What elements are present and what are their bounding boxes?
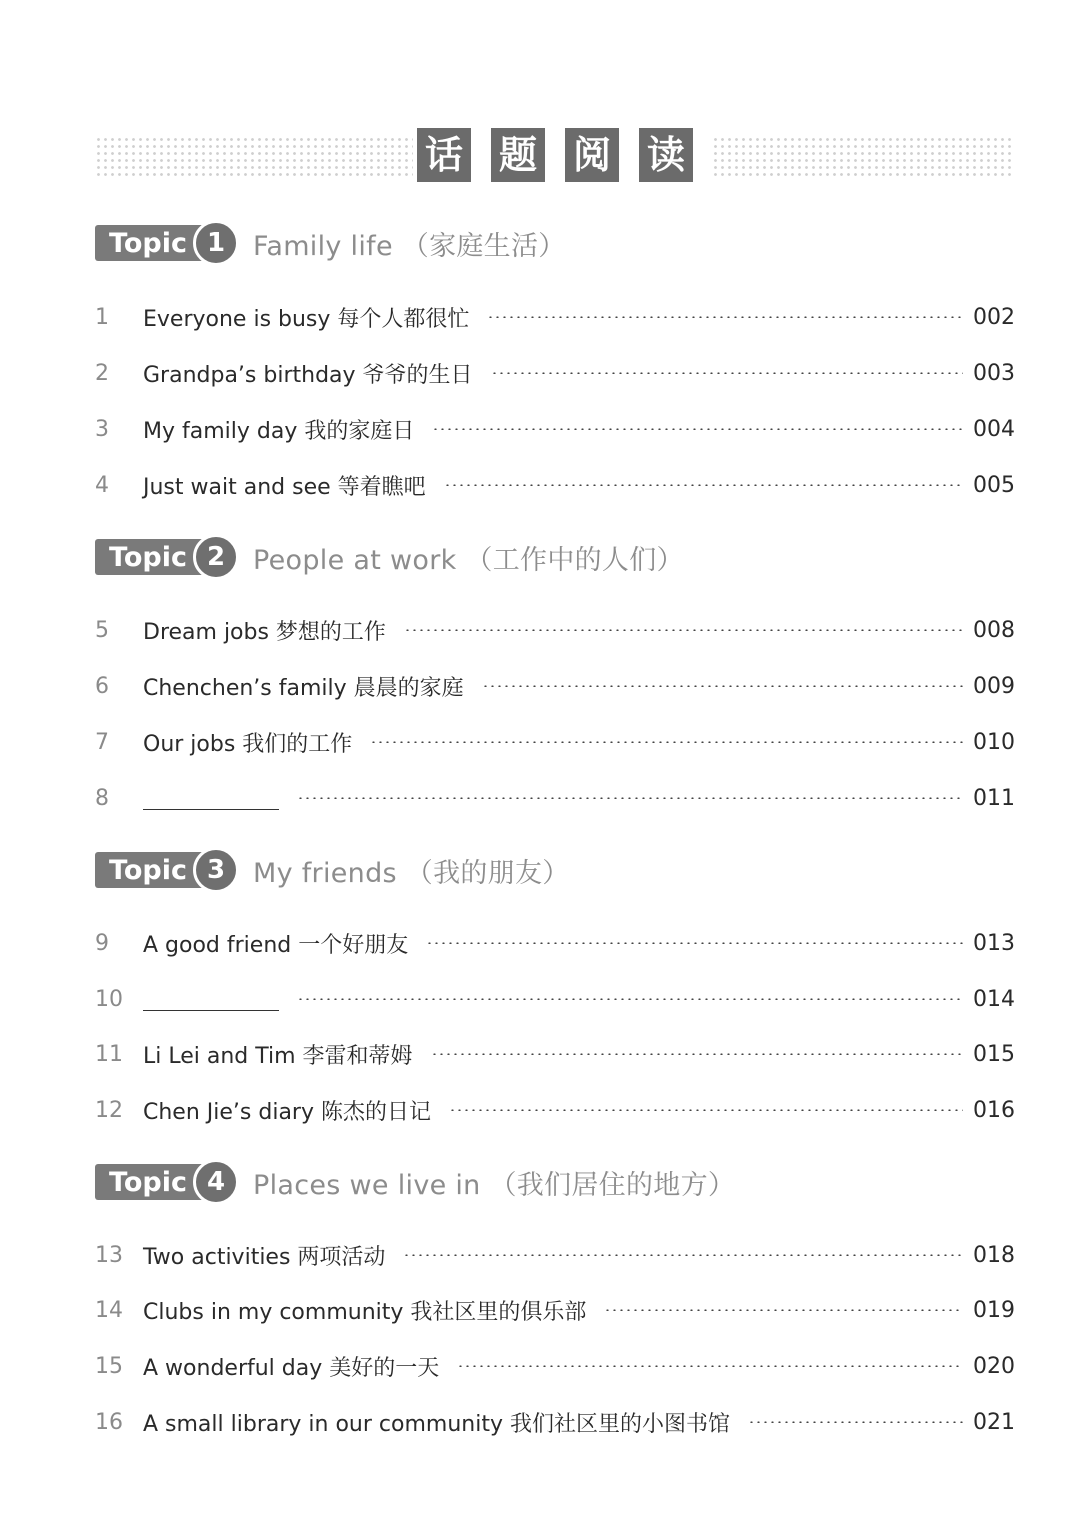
- toc-entry[interactable]: [95, 412, 1015, 446]
- page-header: [95, 128, 1015, 184]
- entry-page: 004: [973, 416, 1015, 442]
- topic-label: Topic: [95, 539, 207, 575]
- topic-header-3: [95, 845, 570, 895]
- toc-entry[interactable]: [95, 669, 1015, 703]
- entry-page: 002: [973, 304, 1015, 330]
- blank-title-line: [143, 787, 279, 810]
- blank-title-line: [143, 988, 279, 1011]
- entry-page: 020: [973, 1353, 1015, 1379]
- entry-title: A wonderful day 美好的一天: [143, 1355, 440, 1381]
- toc-entry[interactable]: [95, 1349, 1015, 1383]
- dot-leader: [297, 998, 963, 1000]
- entry-page: 013: [973, 930, 1015, 956]
- entry-number: 9: [95, 930, 109, 956]
- entry-title: Chen Jie’s diary 陈杰的日记: [143, 1099, 431, 1125]
- entry-title: Clubs in my community 我社区里的俱乐部: [143, 1299, 587, 1325]
- entry-title: Two activities 两项活动: [143, 1244, 386, 1270]
- entry-number: 10: [95, 986, 123, 1012]
- title-char: 题: [491, 128, 545, 182]
- entry-number: 1: [95, 304, 109, 330]
- toc-entry[interactable]: [95, 1293, 1015, 1327]
- entry-title: Everyone is busy 每个人都很忙: [143, 306, 470, 332]
- entry-number: 16: [95, 1409, 123, 1435]
- entry-page: 015: [973, 1041, 1015, 1067]
- topic-number: 1: [193, 220, 239, 266]
- dot-leader: [487, 316, 963, 318]
- topic-tab: [95, 1162, 241, 1202]
- dotted-band-right: [712, 136, 1015, 176]
- topic-number: 2: [193, 534, 239, 580]
- entry-number: 11: [95, 1041, 123, 1067]
- dot-leader: [370, 741, 963, 743]
- dot-leader: [444, 484, 963, 486]
- entry-title: Just wait and see 等着瞧吧: [143, 474, 426, 500]
- entry-number: 12: [95, 1097, 123, 1123]
- toc-entry[interactable]: [95, 982, 1015, 1016]
- entry-number: 13: [95, 1242, 123, 1268]
- dot-leader: [431, 1053, 963, 1055]
- topic-tab: [95, 537, 241, 577]
- entry-number: 4: [95, 472, 109, 498]
- topic-label: Topic: [95, 852, 207, 888]
- dot-leader: [491, 372, 963, 374]
- title-char: 读: [639, 128, 693, 182]
- entry-page: 021: [973, 1409, 1015, 1435]
- toc-entry[interactable]: [95, 725, 1015, 759]
- entry-number: 3: [95, 416, 109, 442]
- toc-entry[interactable]: [95, 356, 1015, 390]
- toc-entry[interactable]: [95, 1093, 1015, 1127]
- entry-number: 8: [95, 785, 109, 811]
- toc-entry[interactable]: [95, 1238, 1015, 1272]
- entry-title: Our jobs 我们的工作: [143, 731, 353, 757]
- toc-entry[interactable]: [95, 781, 1015, 815]
- entry-number: 2: [95, 360, 109, 386]
- entry-number: 15: [95, 1353, 123, 1379]
- topic-header-4: [95, 1157, 735, 1207]
- dot-leader: [748, 1421, 963, 1423]
- toc-entry[interactable]: [95, 300, 1015, 334]
- dot-leader: [404, 629, 963, 631]
- entry-title: Chenchen’s family 晨晨的家庭: [143, 675, 464, 701]
- entry-page: 016: [973, 1097, 1015, 1123]
- entry-page: 018: [973, 1242, 1015, 1268]
- entry-number: 5: [95, 617, 109, 643]
- topic-label: Topic: [95, 1164, 207, 1200]
- entry-page: 003: [973, 360, 1015, 386]
- title-char: 阅: [565, 128, 619, 182]
- dot-leader: [432, 428, 963, 430]
- dot-leader: [449, 1109, 963, 1111]
- entry-page: 008: [973, 617, 1015, 643]
- entry-title: Li Lei and Tim 李雷和蒂姆: [143, 1043, 413, 1069]
- entry-page: 011: [973, 785, 1015, 811]
- entry-number: 7: [95, 729, 109, 755]
- dotted-band-left: [95, 136, 413, 176]
- entry-number: 14: [95, 1297, 123, 1323]
- topic-title: People at work （工作中的人们）: [253, 544, 684, 576]
- entry-number: 6: [95, 673, 109, 699]
- toc-entry[interactable]: [95, 613, 1015, 647]
- entry-title: Dream jobs 梦想的工作: [143, 619, 386, 645]
- toc-entry[interactable]: [95, 926, 1015, 960]
- entry-page: 009: [973, 673, 1015, 699]
- toc-entry[interactable]: [95, 1037, 1015, 1071]
- dot-leader: [297, 797, 963, 799]
- dot-leader: [604, 1309, 963, 1311]
- topic-header-1: [95, 218, 566, 268]
- entry-title: Grandpa’s birthday 爷爷的生日: [143, 362, 473, 388]
- entry-title: My family day 我的家庭日: [143, 418, 415, 444]
- topic-title: Family life （家庭生活）: [253, 230, 566, 262]
- title-char: 话: [417, 128, 471, 182]
- dot-leader: [457, 1365, 963, 1367]
- entry-page: 010: [973, 729, 1015, 755]
- entry-title: A good friend 一个好朋友: [143, 932, 409, 958]
- entry-page: 014: [973, 986, 1015, 1012]
- topic-label: Topic: [95, 225, 207, 261]
- topic-number: 4: [193, 1159, 239, 1205]
- topic-title: Places we live in （我们居住的地方）: [253, 1169, 736, 1201]
- entry-title: A small library in our community 我们社区里的小图书馆: [143, 1411, 730, 1437]
- dot-leader: [482, 685, 963, 687]
- dot-leader: [426, 942, 963, 944]
- toc-entry[interactable]: [95, 468, 1015, 502]
- page-title: [417, 128, 693, 184]
- topic-title: My friends （我的朋友）: [253, 857, 570, 889]
- topic-tab: [95, 850, 241, 890]
- topic-number: 3: [193, 847, 239, 893]
- entry-page: 005: [973, 472, 1015, 498]
- topic-tab: [95, 223, 241, 263]
- dot-leader: [403, 1254, 963, 1256]
- entry-page: 019: [973, 1297, 1015, 1323]
- topic-header-2: [95, 532, 684, 582]
- toc-entry[interactable]: [95, 1405, 1015, 1439]
